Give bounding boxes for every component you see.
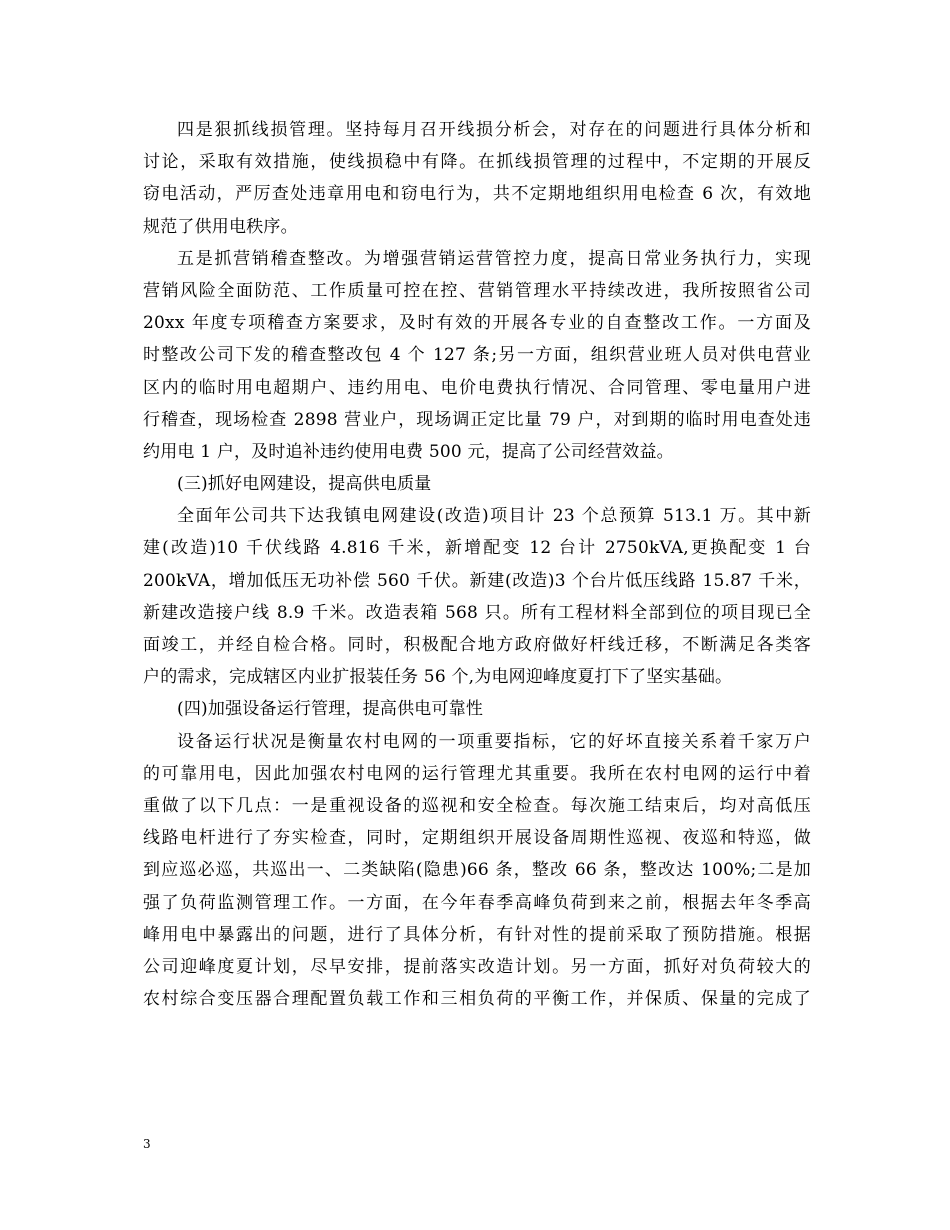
paragraph-line-audit-start: 五是抓营销稽查整改。为增强营销运营管控力度，提高日常业务执行力，实现 — [177, 248, 811, 269]
section-heading-equipment-management: (四)加强设备运行管理，提高供电可靠性 — [177, 699, 484, 720]
paragraph-line: 重做了以下几点：一是重视设备的巡视和安全检查。每次施工结束后，均对高低压 — [143, 795, 811, 816]
paragraph-line: 规范了供用电秩序。 — [143, 216, 298, 237]
paragraph-line: 讨论，采取有效措施，使线损稳中有降。在抓线损管理的过程中，不定期的开展反 — [143, 152, 811, 173]
page-number: 3 — [143, 1137, 151, 1151]
paragraph-line: 区内的临时用电超期户、违约用电、电价电费执行情况、合同管理、零电量用户进 — [143, 377, 811, 398]
paragraph-line: 新建改造接户线 8.9 千米。改造表箱 568 只。所有工程材料全部到位的项目现已全 — [143, 602, 811, 623]
paragraph-line: 户的需求，完成辖区内业扩报装任务 56 个,为电网迎峰度夏打下了坚实基础。 — [143, 667, 733, 688]
paragraph-line: 峰用电中暴露出的问题，进行了具体分析，有针对性的提前采取了预防措施。根据 — [143, 924, 811, 945]
paragraph-line: 面竣工，并经自检合格。同时，积极配合地方政府做好杆线迁移，不断满足各类客 — [143, 635, 811, 655]
paragraph-line: 约用电 1 户，及时追补违约使用电费 500 元，提高了公司经营效益。 — [143, 441, 674, 462]
paragraph-line: 20xx 年度专项稽查方案要求，及时有效的开展各专业的自查整改工作。一方面及 — [143, 313, 811, 334]
paragraph-line: 营销风险全面防范、工作质量可控在控、营销管理水平持续改进，我所按照省公司 — [143, 280, 811, 301]
body-text — [143, 114, 811, 1015]
section-heading-grid-construction: (三)抓好电网建设，提高供电质量 — [177, 474, 432, 495]
paragraph-line: 行稽查，现场检查 2898 营业户，现场调正定比量 79 户，对到期的临时用电查处违 — [143, 409, 811, 430]
paragraph-line: 公司迎峰度夏计划，尽早安排，提前落实改造计划。另一方面，抓好对负荷较大的 — [143, 956, 811, 977]
paragraph-line: 200kVA，增加低压无功补偿 560 千伏。新建(改造)3 个台片低压线路 15.87 千米， — [143, 570, 811, 591]
paragraph-line-grid-start: 全面年公司共下达我镇电网建设(改造)项目计 23 个总预算 513.1 万。其中新 — [177, 506, 811, 527]
paragraph-line: 建(改造)10 千伏线路 4.816 千米，新增配变 12 台计 2750kVA,更换配变 1 台 — [143, 538, 811, 559]
paragraph-line-line-loss-start: 四是狠抓线损管理。坚持每月召开线损分析会，对存在的问题进行具体分析和 — [177, 120, 811, 140]
paragraph-line: 时整改公司下发的稽查整改包 4 个 127 条;另一方面，组织营业班人员对供电营业 — [143, 345, 811, 366]
paragraph-line: 到应巡必巡，共巡出一、二类缺陷(隐患)66 条，整改 66 条，整改达 100%;二是加 — [143, 860, 811, 881]
paragraph-line: 线路电杆进行了夯实检查，同时，定期组织开展设备周期性巡视、夜巡和特巡，做 — [143, 828, 811, 849]
paragraph-line: 强了负荷监测管理工作。一方面，在今年春季高峰负荷到来之前，根据去年冬季高 — [143, 892, 811, 913]
paragraph-line: 窃电活动，严厉查处违章用电和窃电行为，共不定期地组织用电检查 6 次，有效地 — [143, 184, 811, 205]
paragraph-line: 的可靠用电，因此加强农村电网的运行管理尤其重要。我所在农村电网的运行中着 — [143, 763, 811, 784]
paragraph-line: 农村综合变压器合理配置负载工作和三相负荷的平衡工作，并保质、保量的完成了 — [143, 989, 811, 1010]
paragraph-line-equipment-start: 设备运行状况是衡量农村电网的一项重要指标，它的好坏直接关系着千家万户 — [177, 731, 811, 752]
